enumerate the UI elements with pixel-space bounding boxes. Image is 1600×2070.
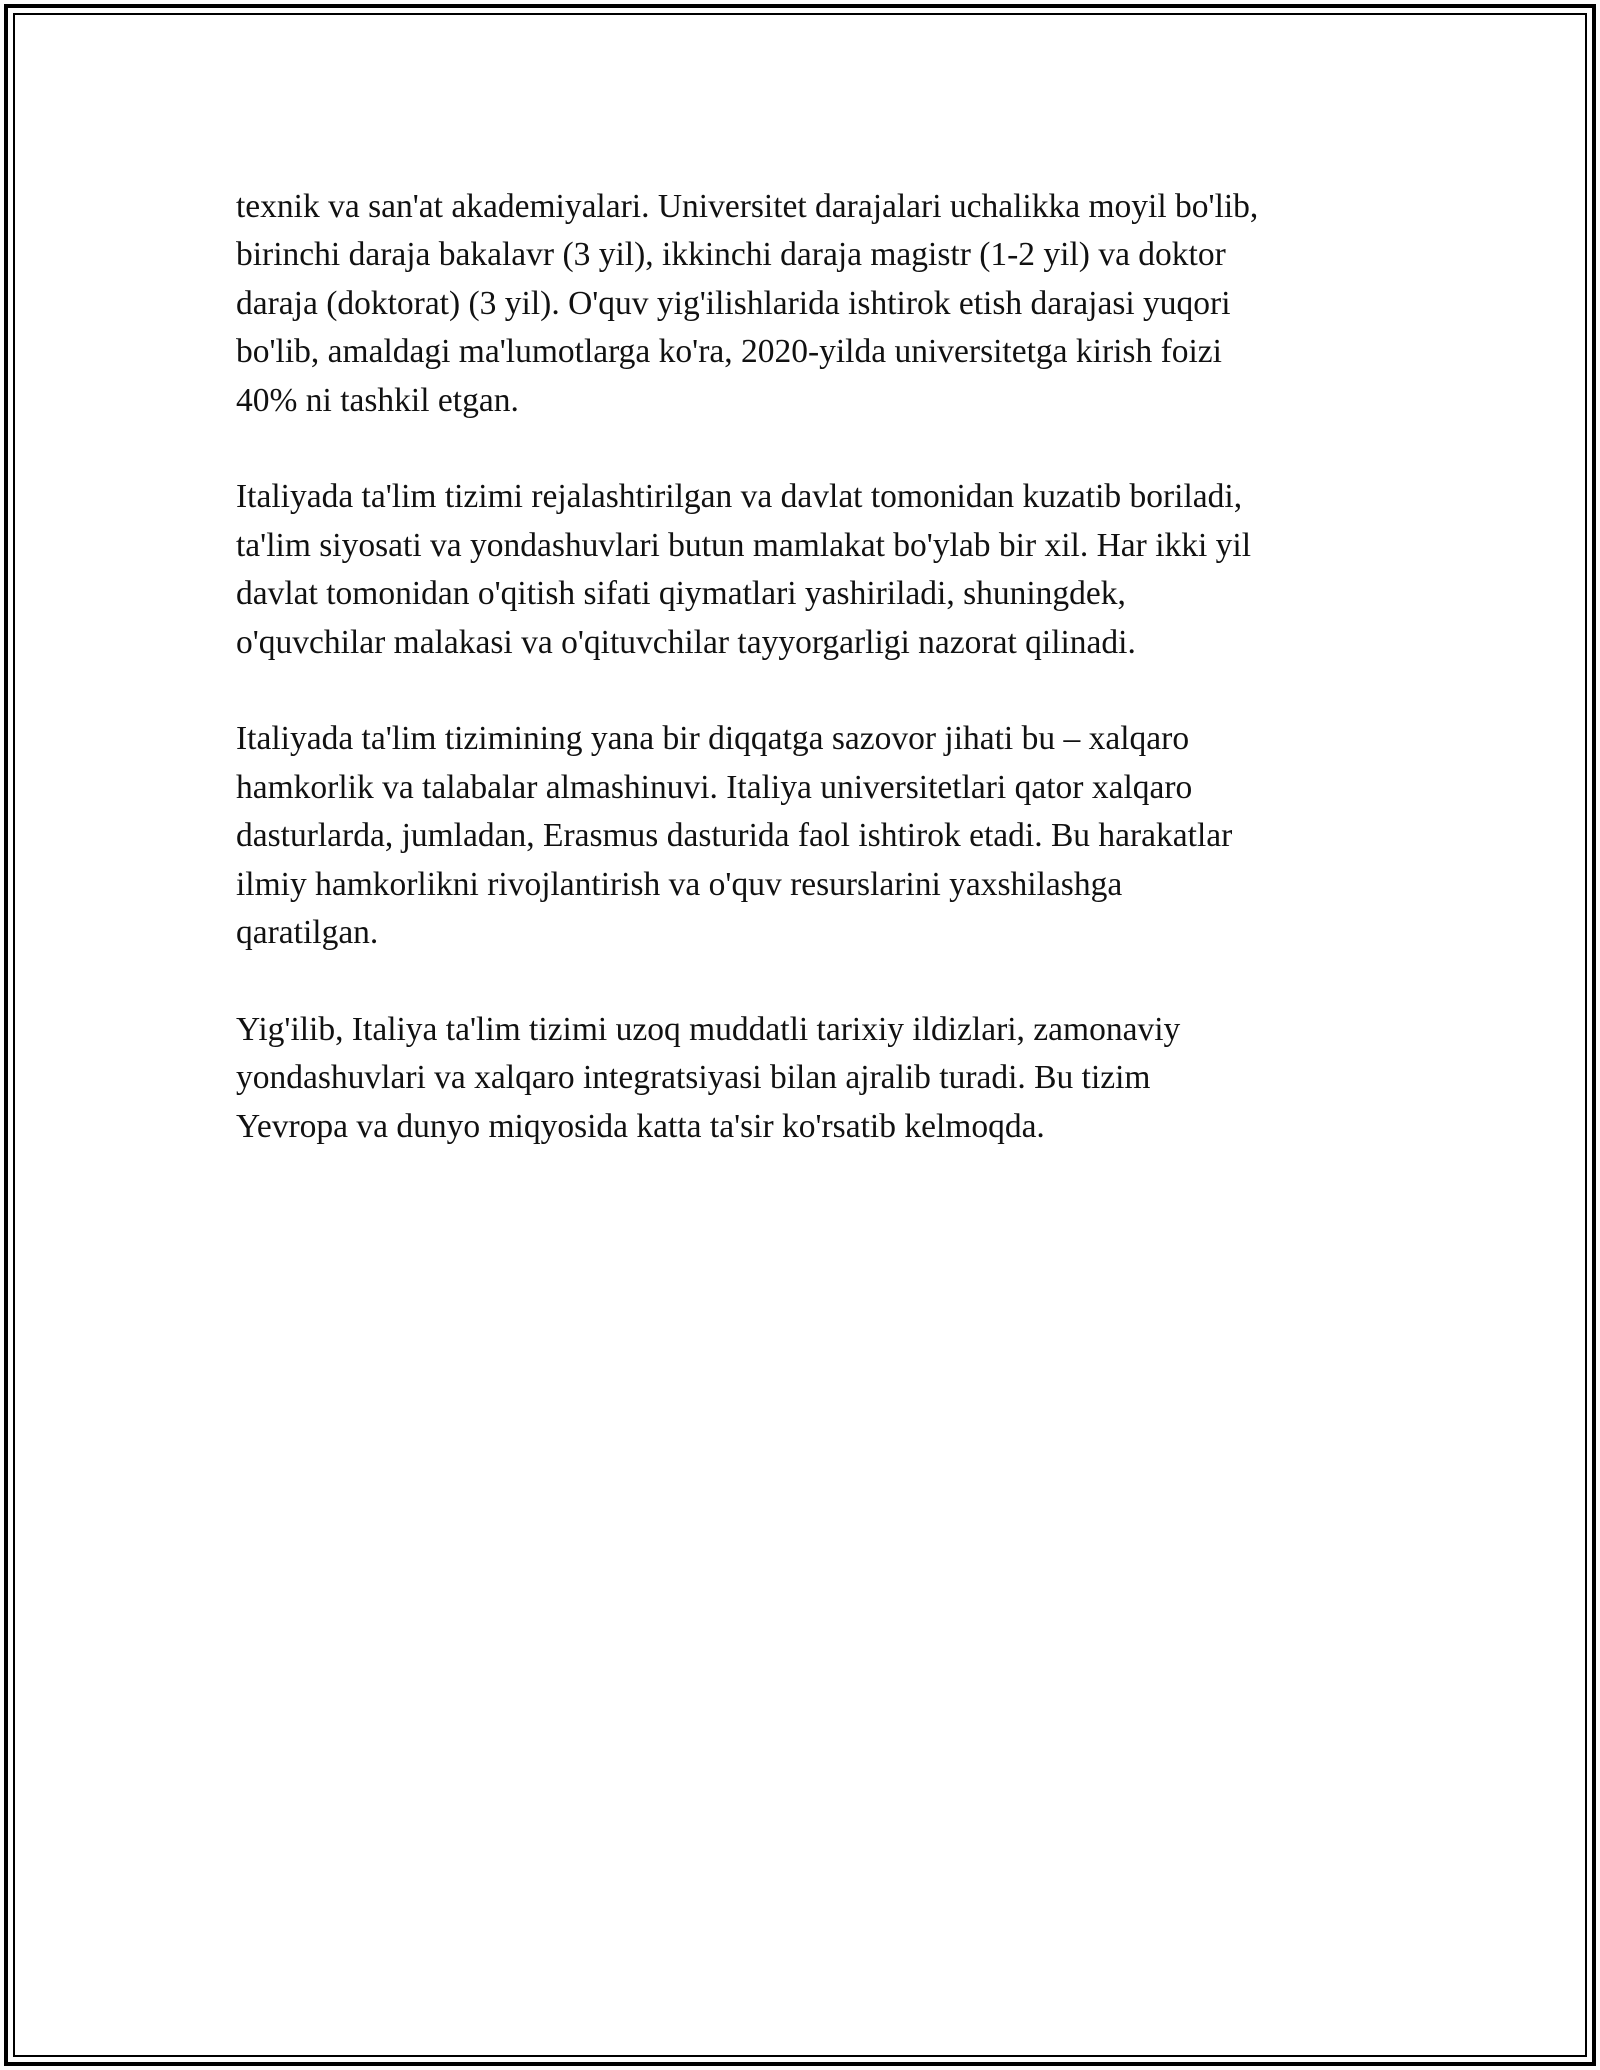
text-line: Yig'ilib, Italiya ta'lim tizimi uzoq muddatli tarixiy ildizlari, zamonaviy (236, 1010, 1181, 1048)
text-line: bo'lib, amaldagi ma'lumotlarga ko'ra, 2020-yilda universitetga kirish foizi (236, 333, 1222, 371)
text-line: dasturlarda, jumladan, Erasmus dasturida faol ishtirok etadi. Bu harakatlar (236, 817, 1233, 855)
text-line: ta'lim siyosati va yondashuvlari butun mamlakat bo'ylab bir xil. Har ikki yil (236, 526, 1252, 564)
text-line: 40% ni tashkil etgan. (236, 381, 519, 419)
paragraph-4 (236, 1006, 1376, 1151)
text-line: qaratilgan. (236, 914, 379, 952)
text-line: o'quvchilar malakasi va o'qituvchilar tayyorgarligi nazorat qilinadi. (236, 623, 1136, 661)
text-line: texnik va san'at akademiyalari. Universitet darajalari uchalikka moyil bo'lib, (236, 188, 1259, 225)
text-line: birinchi daraja bakalavr (3 yil), ikkinchi daraja magistr (1-2 yil) va doktor (236, 236, 1226, 274)
paragraph-3 (236, 715, 1376, 957)
paragraph-1 (236, 183, 1376, 425)
text-line: ilmiy hamkorlikni rivojlantirish va o'quv resurslarini yaxshilashga (236, 865, 1123, 903)
text-line: hamkorlik va talabalar almashinuvi. Italiya universitetlari qator xalqaro (236, 768, 1193, 806)
text-line: Italiyada ta'lim tizimi rejalashtirilgan va davlat tomonidan kuzatib boriladi, (236, 478, 1243, 516)
text-line: yondashuvlari va xalqaro integratsiyasi bilan ajralib turadi. Bu tizim (236, 1059, 1151, 1097)
paragraph-2 (236, 473, 1376, 667)
text-line: davlat tomonidan o'qitish sifati qiymatlari yashiriladi, shuningdek, (236, 575, 1126, 613)
document-body (236, 183, 1376, 1199)
text-line: Italiyada ta'lim tizimining yana bir diqqatga sazovor jihati bu – xalqaro (236, 720, 1190, 758)
text-line: Yevropa va dunyo miqyosida katta ta'sir ko'rsatib kelmoqda. (236, 1107, 1045, 1145)
text-line: daraja (doktorat) (3 yil). O'quv yig'ilishlarida ishtirok etish darajasi yuqori (236, 284, 1231, 322)
